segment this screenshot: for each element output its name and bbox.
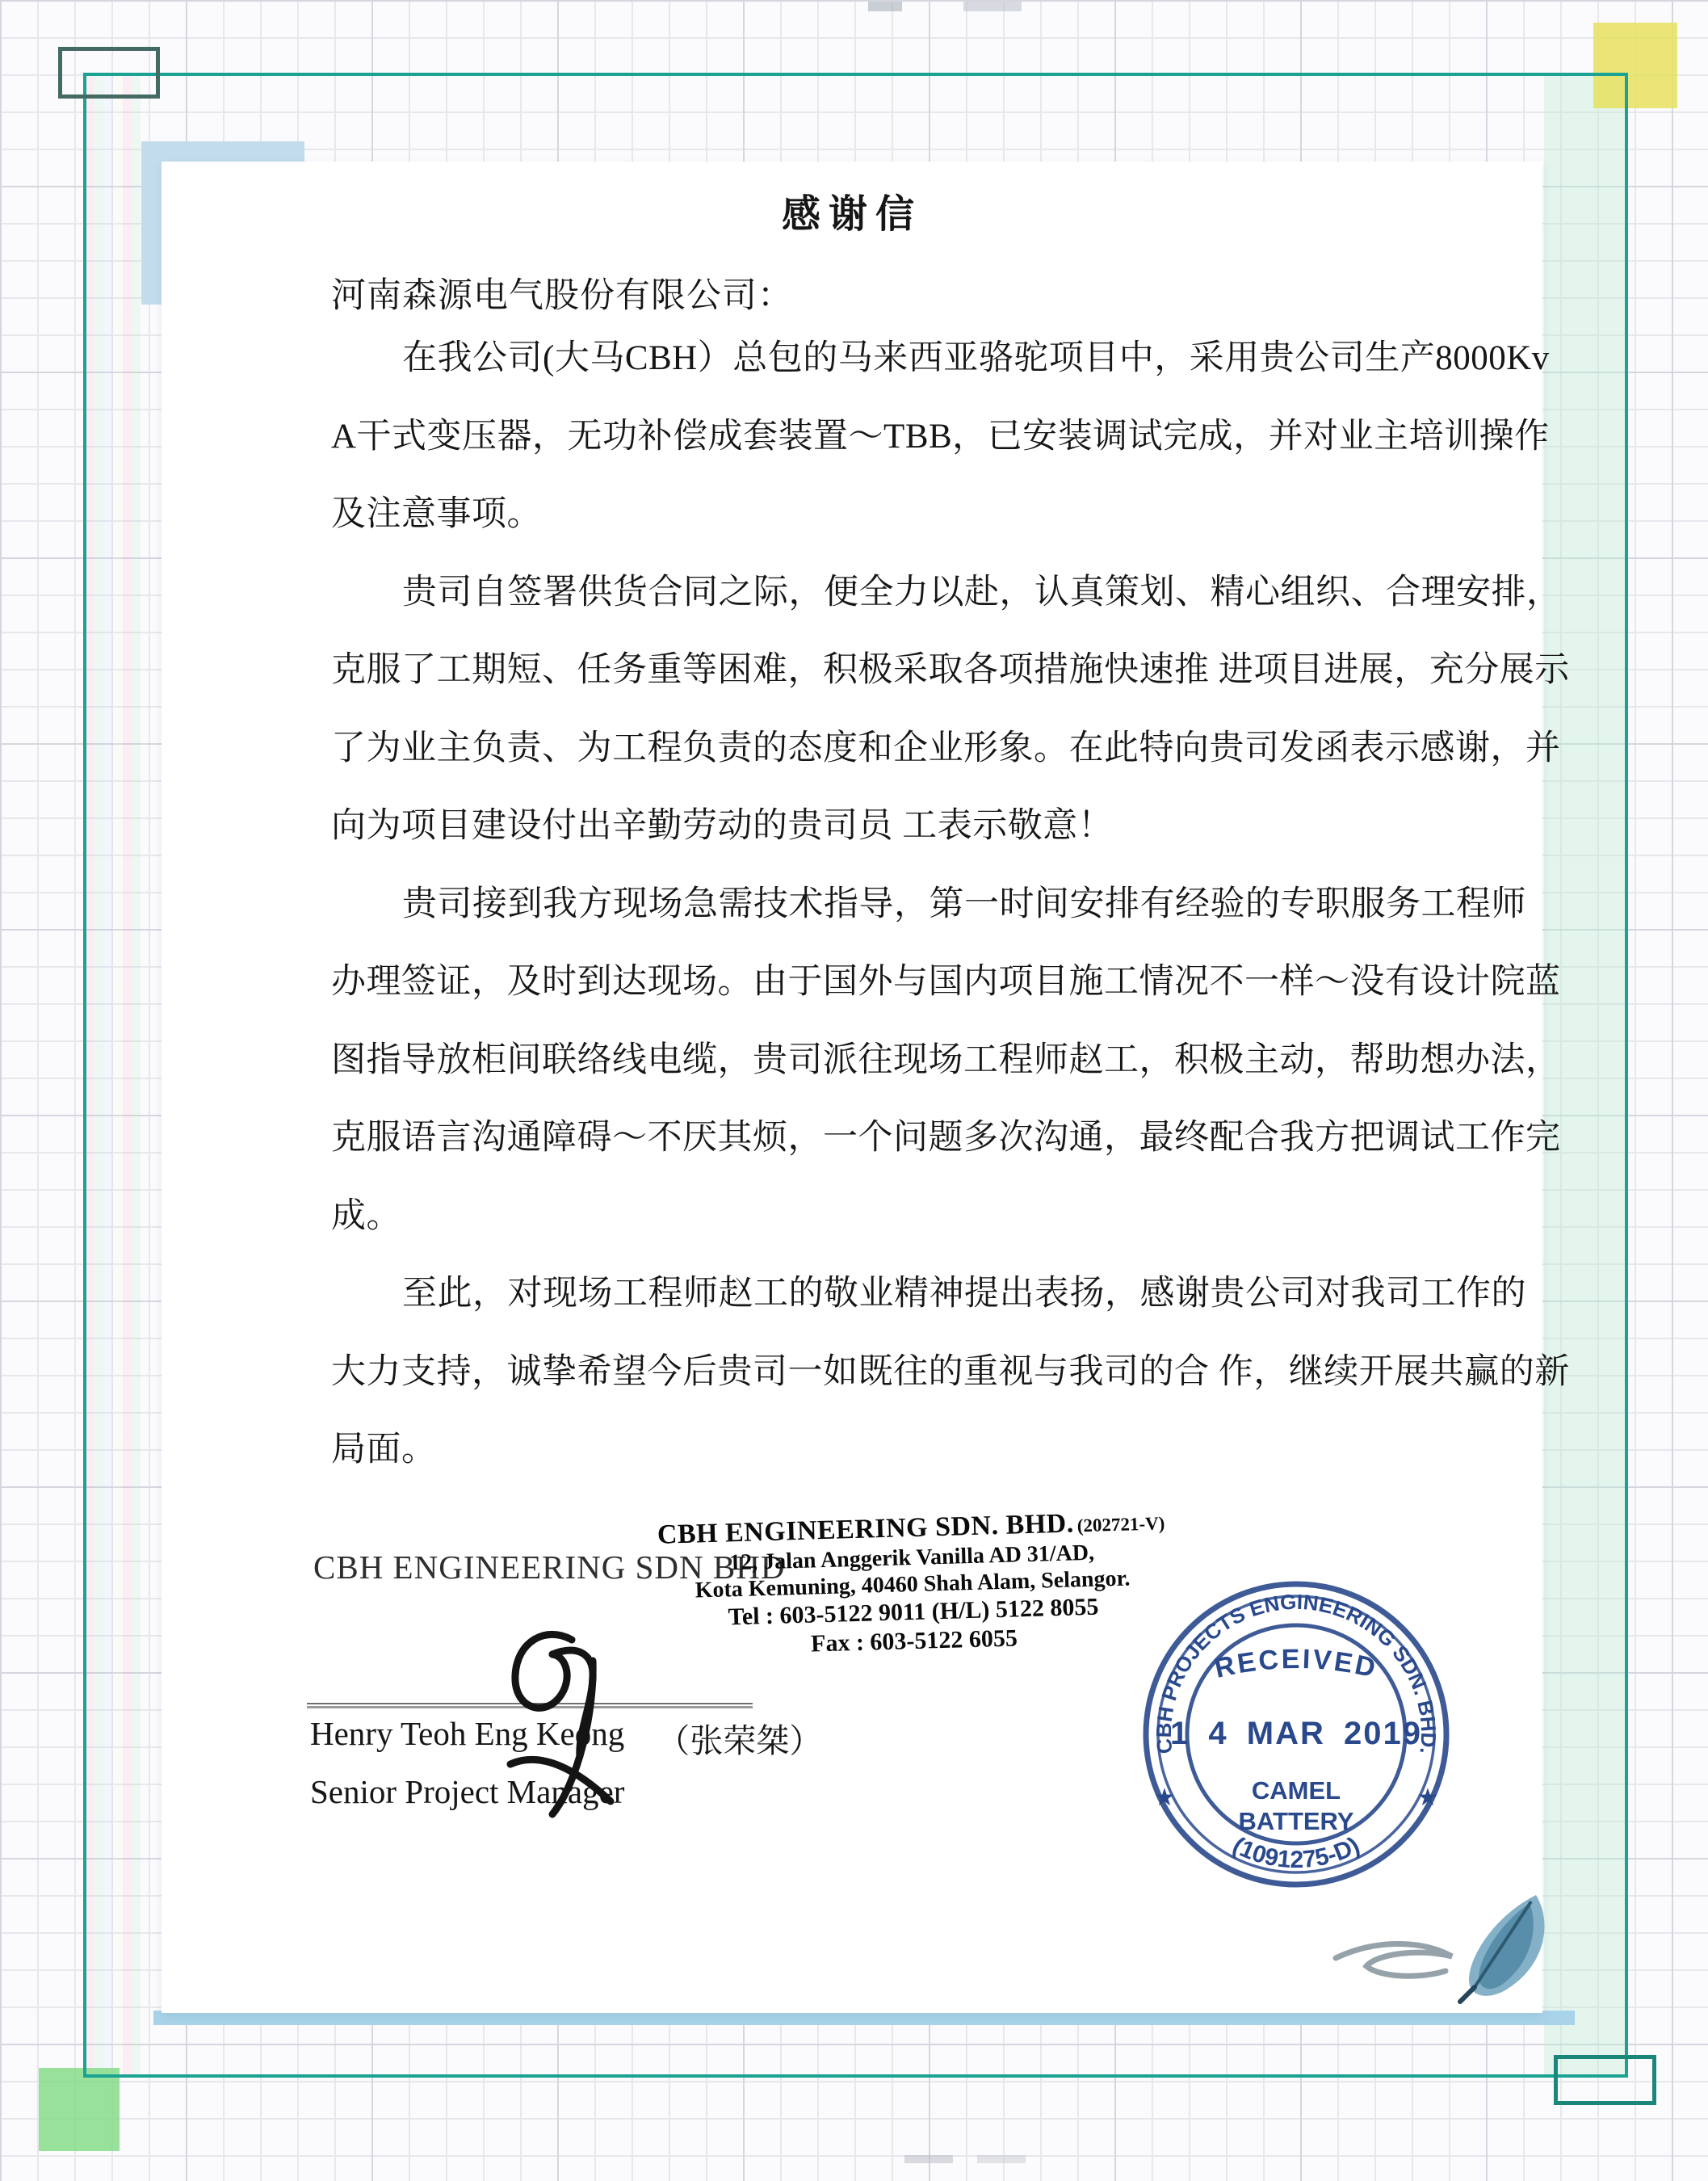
stamp-tel: Tel : 603-5122 9011 (H/L) 5122 8055 (728, 1593, 1099, 1631)
letter-line: 克服了工期短、任务重等困难，积极采取各项措施快速推 进项目进展，充分展示 (331, 651, 1570, 689)
letter-line: 了为业主负责、为工程负责的态度和企业形象。在此特向贵司发函表示感谢，并 (331, 729, 1561, 767)
green-corner-square (39, 2068, 120, 2151)
stamp-center-line2: BATTERY (1238, 1807, 1354, 1835)
letter-line: 在我公司(大马CBH）总包的马来西亚骆驼项目中，采用贵公司生产8000Kv (402, 339, 1550, 377)
letter-line: 克服语言沟通障碍～不厌其烦，一个问题多次沟通，最终配合我方把调试工作完 (331, 1119, 1561, 1157)
signatory-name-cn: （张荣桀） (657, 1722, 823, 1759)
stamp-center-line1: CAMEL (1251, 1776, 1341, 1805)
star-icon: ★ (1153, 1784, 1176, 1811)
letter-line: 贵司接到我方现场急需技术指导，第一时间安排有经验的专职服务工程师 (402, 885, 1526, 923)
letter-title: 感谢信 (781, 193, 922, 236)
letter-recipient: 河南森源电气股份有限公司： (331, 277, 793, 315)
stamp-received-label: RECEIVED (1211, 1643, 1381, 1684)
letter-line: 及注意事项。 (331, 495, 542, 533)
stamp-address-line1: 12, Jalan Anggerik Vanilla AD 31/AD, (728, 1540, 1095, 1576)
letter-line: 办理签证，及时到达现场。由于国外与国内项目施工情况不一样～没有设计院蓝 (331, 963, 1561, 1001)
letter-line: 贵司自签署供货合同之际，便全力以赴，认真策划、精心组织、合理安排， (402, 573, 1562, 611)
scan-artifact (904, 2155, 1026, 2163)
stamp-ring-text: CBH PROJECTS ENGINEERING SDN. BHD. (1151, 1589, 1442, 1756)
letter-line: 向为项目建设付出辛勤劳动的贵司员 工表示敬意！ (331, 807, 1114, 845)
letter-line: 图指导放柜间联络线电缆，贵司派往现场工程师赵工，积极主动，帮助想办法， (331, 1040, 1561, 1079)
teal-border-frame (83, 73, 1628, 2078)
signatory-name-en: Henry Teoh Eng Keong (310, 1715, 625, 1752)
stamp-reg-text: (1091275-D) (1228, 1832, 1364, 1874)
star-icon: ★ (1416, 1784, 1439, 1811)
bottom-right-rect-outline (1554, 2055, 1656, 2105)
stamp-reg-no: (202721-V) (1076, 1513, 1165, 1536)
letter-line: 局面。 (331, 1431, 437, 1469)
letter-line: 大力支持，诚挚希望今后贵司一如既往的重视与我司的合 作，继续开展共赢的新 (331, 1352, 1570, 1391)
stamp-fax: Fax : 603-5122 6055 (810, 1624, 1018, 1658)
top-left-rect-outline (58, 47, 160, 99)
signoff-company-name: CBH ENGINEERING SDN BHD (313, 1549, 786, 1586)
scan-artifact (868, 2, 1022, 11)
letter-line: 至此，对现场工程师赵工的敬业精神提出表扬，感谢贵公司对我司工作的 (402, 1275, 1526, 1313)
letter-line: A干式变压器，无功补偿成套装置～TBB，已安装调试完成，并对业主培训操作 (331, 417, 1550, 456)
stamp-date: 1 4 MAR 2019 (1170, 1716, 1422, 1751)
letter-line: 成。 (331, 1196, 401, 1235)
stamp-address-line2: Kota Kemuning, 40460 Shah Alam, Selangor. (695, 1565, 1131, 1603)
stamp-company-name: CBH ENGINEERING SDN. BHD. (657, 1508, 1075, 1550)
signatory-role: Senior Project Manager (310, 1773, 625, 1810)
